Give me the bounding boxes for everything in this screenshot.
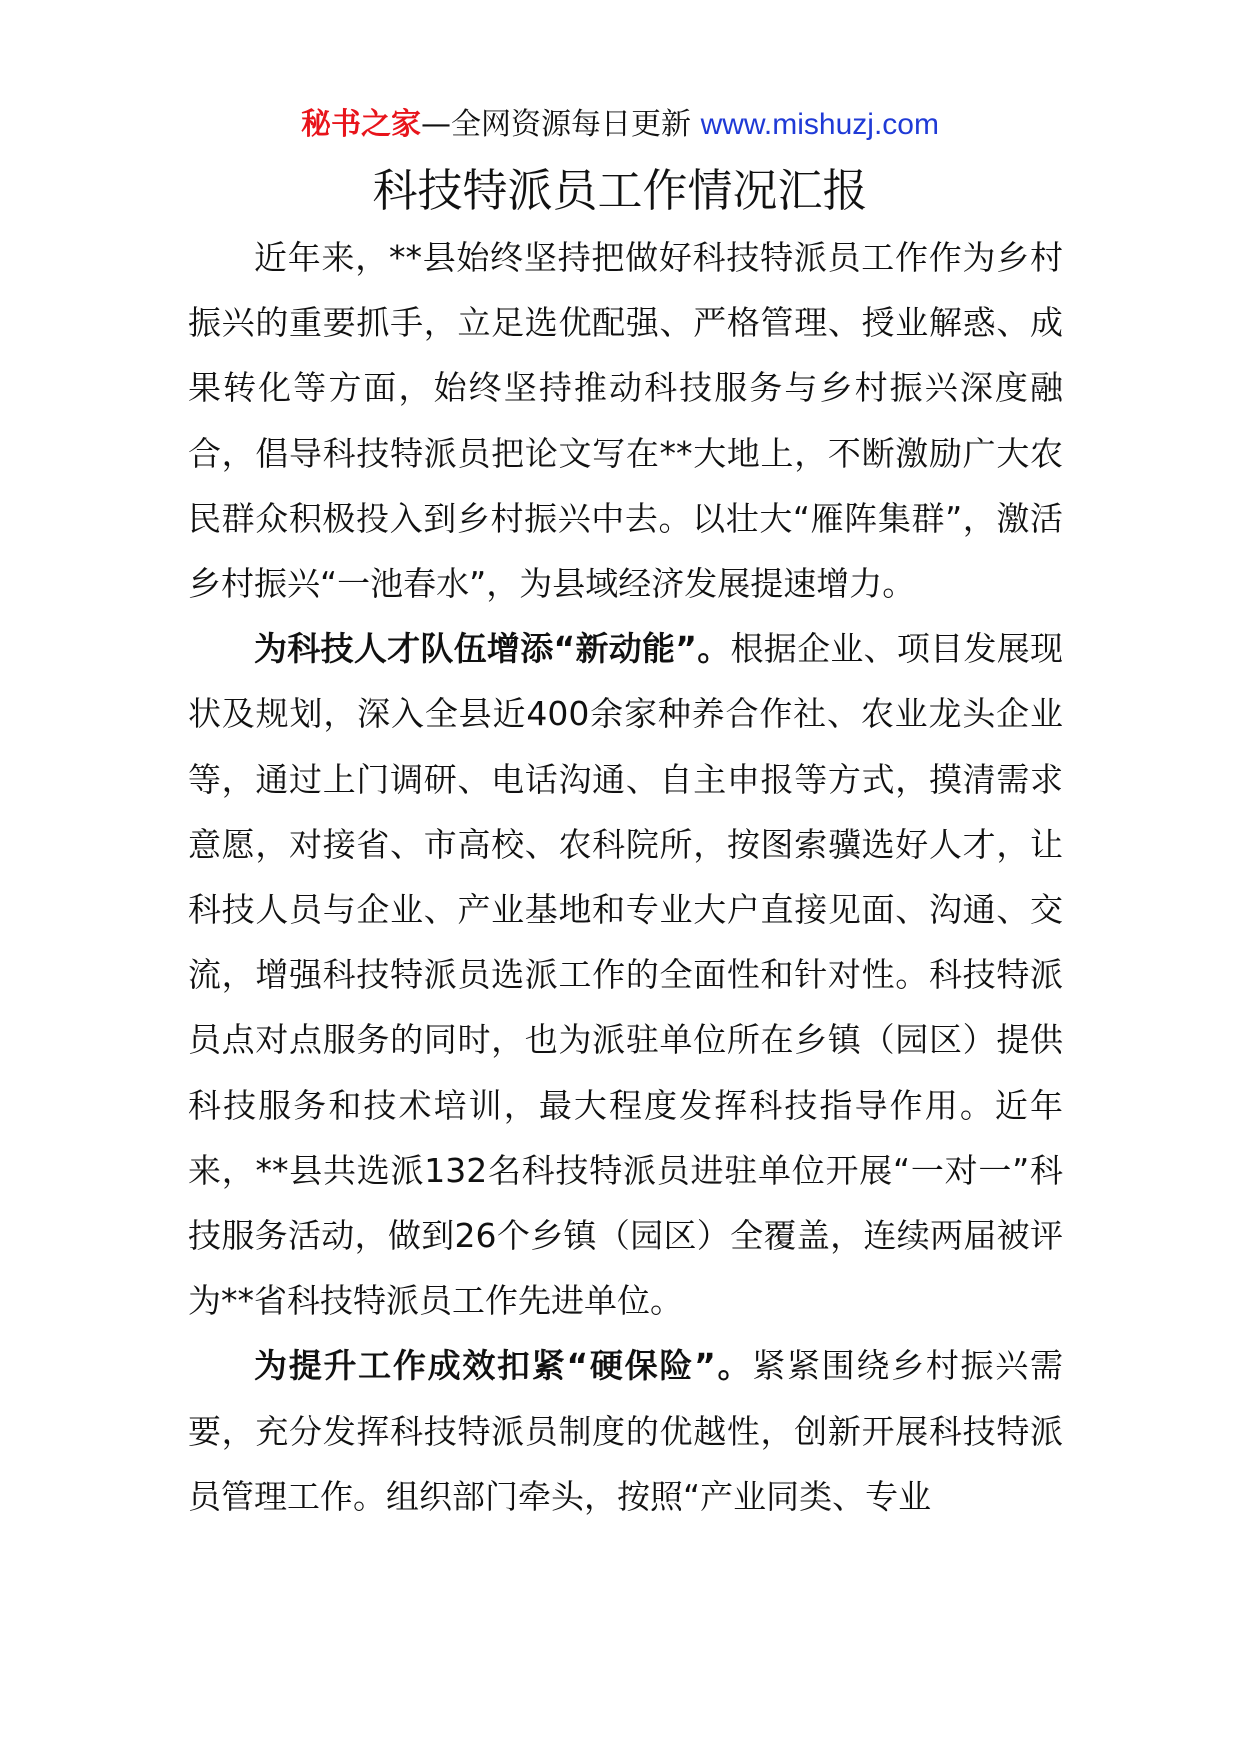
brand-name: 秘书之家 bbox=[301, 107, 422, 142]
site-url-link[interactable]: www.mishuzj.com bbox=[700, 108, 939, 141]
paragraph-talent-team bbox=[188, 616, 1063, 1333]
paragraph-text: 紧紧围绕乡村振兴需要，充分发挥科技特派员制度的优越性，创新开展科技特派员管理工作。组织部门牵头，按照“产业同类、专业 bbox=[188, 1346, 1063, 1516]
header-tagline: —全网资源每日更新 bbox=[421, 107, 701, 142]
paragraph-work-effectiveness bbox=[188, 1333, 1063, 1529]
site-header bbox=[0, 100, 1240, 150]
document-title: 科技特派员工作情况汇报 bbox=[372, 164, 868, 217]
paragraph-lead: 为科技人才队伍增添“新动能”。 bbox=[254, 629, 731, 669]
paragraph-text: 根据企业、项目发展现状及规划，深入全县近400余家种养合作社、农业龙头企业等，通过上门调研、电话沟通、自主申报等方式，摸清需求意愿，对接省、市高校、农科院所，按图索骥选好人才，让科技人员与企业、产业基地和专业大户直接见面、沟通、交流，增强科技特派员选派工作的全面性和针对性。科技特派员点对点服务的同时，也为派驻单位所在乡镇（园区）提供科技服务和技术培训，最大程度发挥科技指导作用。近年来，**县共选派132名科技特派员进驻单位开展“一对一”科技服务活动，做到26个乡镇（园区）全覆盖，连续两届被评为**省科技特派员工作先进单位。 bbox=[188, 629, 1063, 1321]
paragraph-lead: 为提升工作成效扣紧“硬保险”。 bbox=[254, 1346, 753, 1386]
paragraph-intro bbox=[188, 225, 1063, 616]
document-body bbox=[188, 225, 1063, 1529]
paragraph-text: 近年来，**县始终坚持把做好科技特派员工作作为乡村振兴的重要抓手，立足选优配强、严格管理、授业解惑、成果转化等方面，始终坚持推动科技服务与乡村振兴深度融合，倡导科技特派员把论文写在**大地上，不断激励广大农民群众积极投入到乡村振兴中去。以壮大“雁阵集群”，激活乡村振兴“一池春水”，为县域经济发展提速增力。 bbox=[188, 238, 1063, 604]
